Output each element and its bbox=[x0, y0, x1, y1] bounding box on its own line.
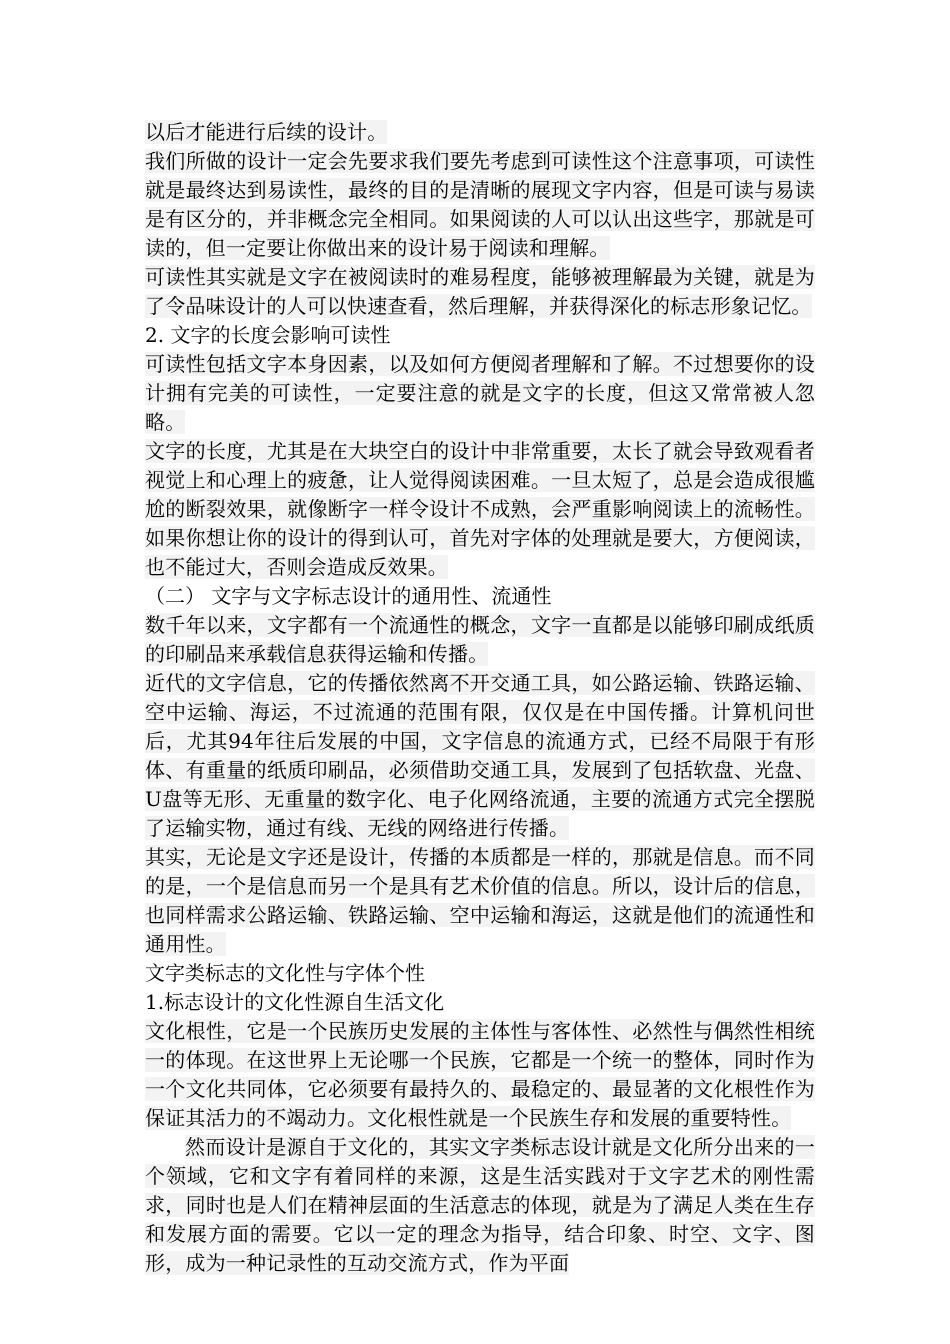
paragraph-text: 文化根性，它是一个民族历史发展的主体性与客体性、必然性与偶然性相统一的体现。在这世界上无论哪一个民族，它都是一个统一的整体，同时作为一个文化共同体，它必须要有最持久的、最稳定的、最显著的文化根性作为保证其活力的不竭动力。文化根性就是一个民族生存和发展的重要特性。 bbox=[145, 1019, 815, 1130]
paragraph bbox=[145, 611, 815, 669]
section-heading bbox=[145, 988, 815, 1017]
paragraph-text: 其实，无论是文字还是设计，传播的本质都是一样的，那就是信息。而不同的是，一个是信息而另一个是具有艺术价值的信息。所以，设计后的信息，也同样需求公路运输、铁路运输、空中运输和海运，这就是他们的流通性和通用性。 bbox=[145, 845, 815, 956]
paragraph bbox=[145, 1133, 815, 1278]
paragraph bbox=[145, 843, 815, 959]
paragraph-text: 近代的文字信息，它的传播依然离不开交通工具，如公路运输、铁路运输、空中运输、海运，不过流通的范围有限，仅仅是在中国传播。计算机问世后，尤其94年往后发展的中国，文字信息的流通方式，已经不局限于有形体、有重量的纸质印刷品，必须借助交通工具，发展到了包括软盘、光盘、U盘等无形、无重量的数字化、电子化网络流通，主要的流通方式完全摆脱了运输实物，通过有线、无线的网络进行传播。 bbox=[145, 671, 815, 840]
paragraph-text: 以后才能进行后续的设计。 bbox=[145, 120, 388, 144]
section-heading-text: 2. 文字的长度会影响可读性 bbox=[145, 323, 391, 347]
section-heading-text: 1.标志设计的文化性源自生活文化 bbox=[145, 990, 445, 1014]
paragraph bbox=[145, 350, 815, 437]
paragraph-text: 我们所做的设计一定会先要求我们要先考虑到可读性这个注意事项，可读性就是最终达到易读性，最终的目的是清晰的展现文字内容，但是可读与易读是有区分的，并非概念完全相同。如果阅读的人可以认出这些字，那就是可读的，但一定要让你做出来的设计易于阅读和理解。 bbox=[145, 149, 815, 260]
section-heading bbox=[145, 959, 815, 988]
paragraph bbox=[145, 669, 815, 843]
paragraph bbox=[145, 1017, 815, 1133]
paragraph bbox=[145, 147, 815, 263]
section-heading bbox=[145, 321, 815, 350]
paragraph-text: 数千年以来，文字都有一个流通性的概念，文字一直都是以能够印刷成纸质的印刷品来承载信息获得运输和传播。 bbox=[145, 613, 815, 666]
paragraph bbox=[145, 263, 815, 321]
paragraph bbox=[145, 118, 815, 147]
section-heading-text: 文字类标志的文化性与字体个性 bbox=[145, 961, 425, 985]
section-heading bbox=[145, 582, 815, 611]
paragraph-text: 可读性其实就是文字在被阅读时的难易程度，能够被理解最为关键，就是为了令品味设计的人可以快速查看，然后理解，并获得深化的标志形象记忆。 bbox=[145, 265, 815, 318]
paragraph bbox=[145, 437, 815, 582]
section-heading-text: （二） 文字与文字标志设计的通用性、流通性 bbox=[145, 584, 552, 608]
paragraph-text: 文字的长度，尤其是在大块空白的设计中非常重要，太长了就会导致观看者视觉上和心理上的疲惫，让人觉得阅读困难。一旦太短了，总是会造成很尴尬的断裂效果，就像断字一样令设计不成熟，会严重影响阅读上的流畅性。如果你想让你的设计的得到认可，首先对字体的处理就是要大，方便阅读，也不能过大，否则会造成反效果。 bbox=[145, 439, 815, 579]
paragraph-text: 然而设计是源自于文化的，其实文字类标志设计就是文化所分出来的一个领域，它和文字有着同样的来源，这是生活实践对于文字艺术的刚性需求，同时也是人们在精神层面的生活意志的体现，就是为了满足人类在生存和发展方面的需要。它以一定的理念为指导，结合印象、时空、文字、图形，成为一种记录性的互动交流方式，作为平面 bbox=[145, 1135, 815, 1275]
document-page bbox=[145, 118, 815, 1278]
paragraph-text: 可读性包括文字本身因素，以及如何方便阅者理解和了解。不过想要你的设计拥有完美的可读性，一定要注意的就是文字的长度，但这又常常被人忽略。 bbox=[145, 352, 815, 434]
